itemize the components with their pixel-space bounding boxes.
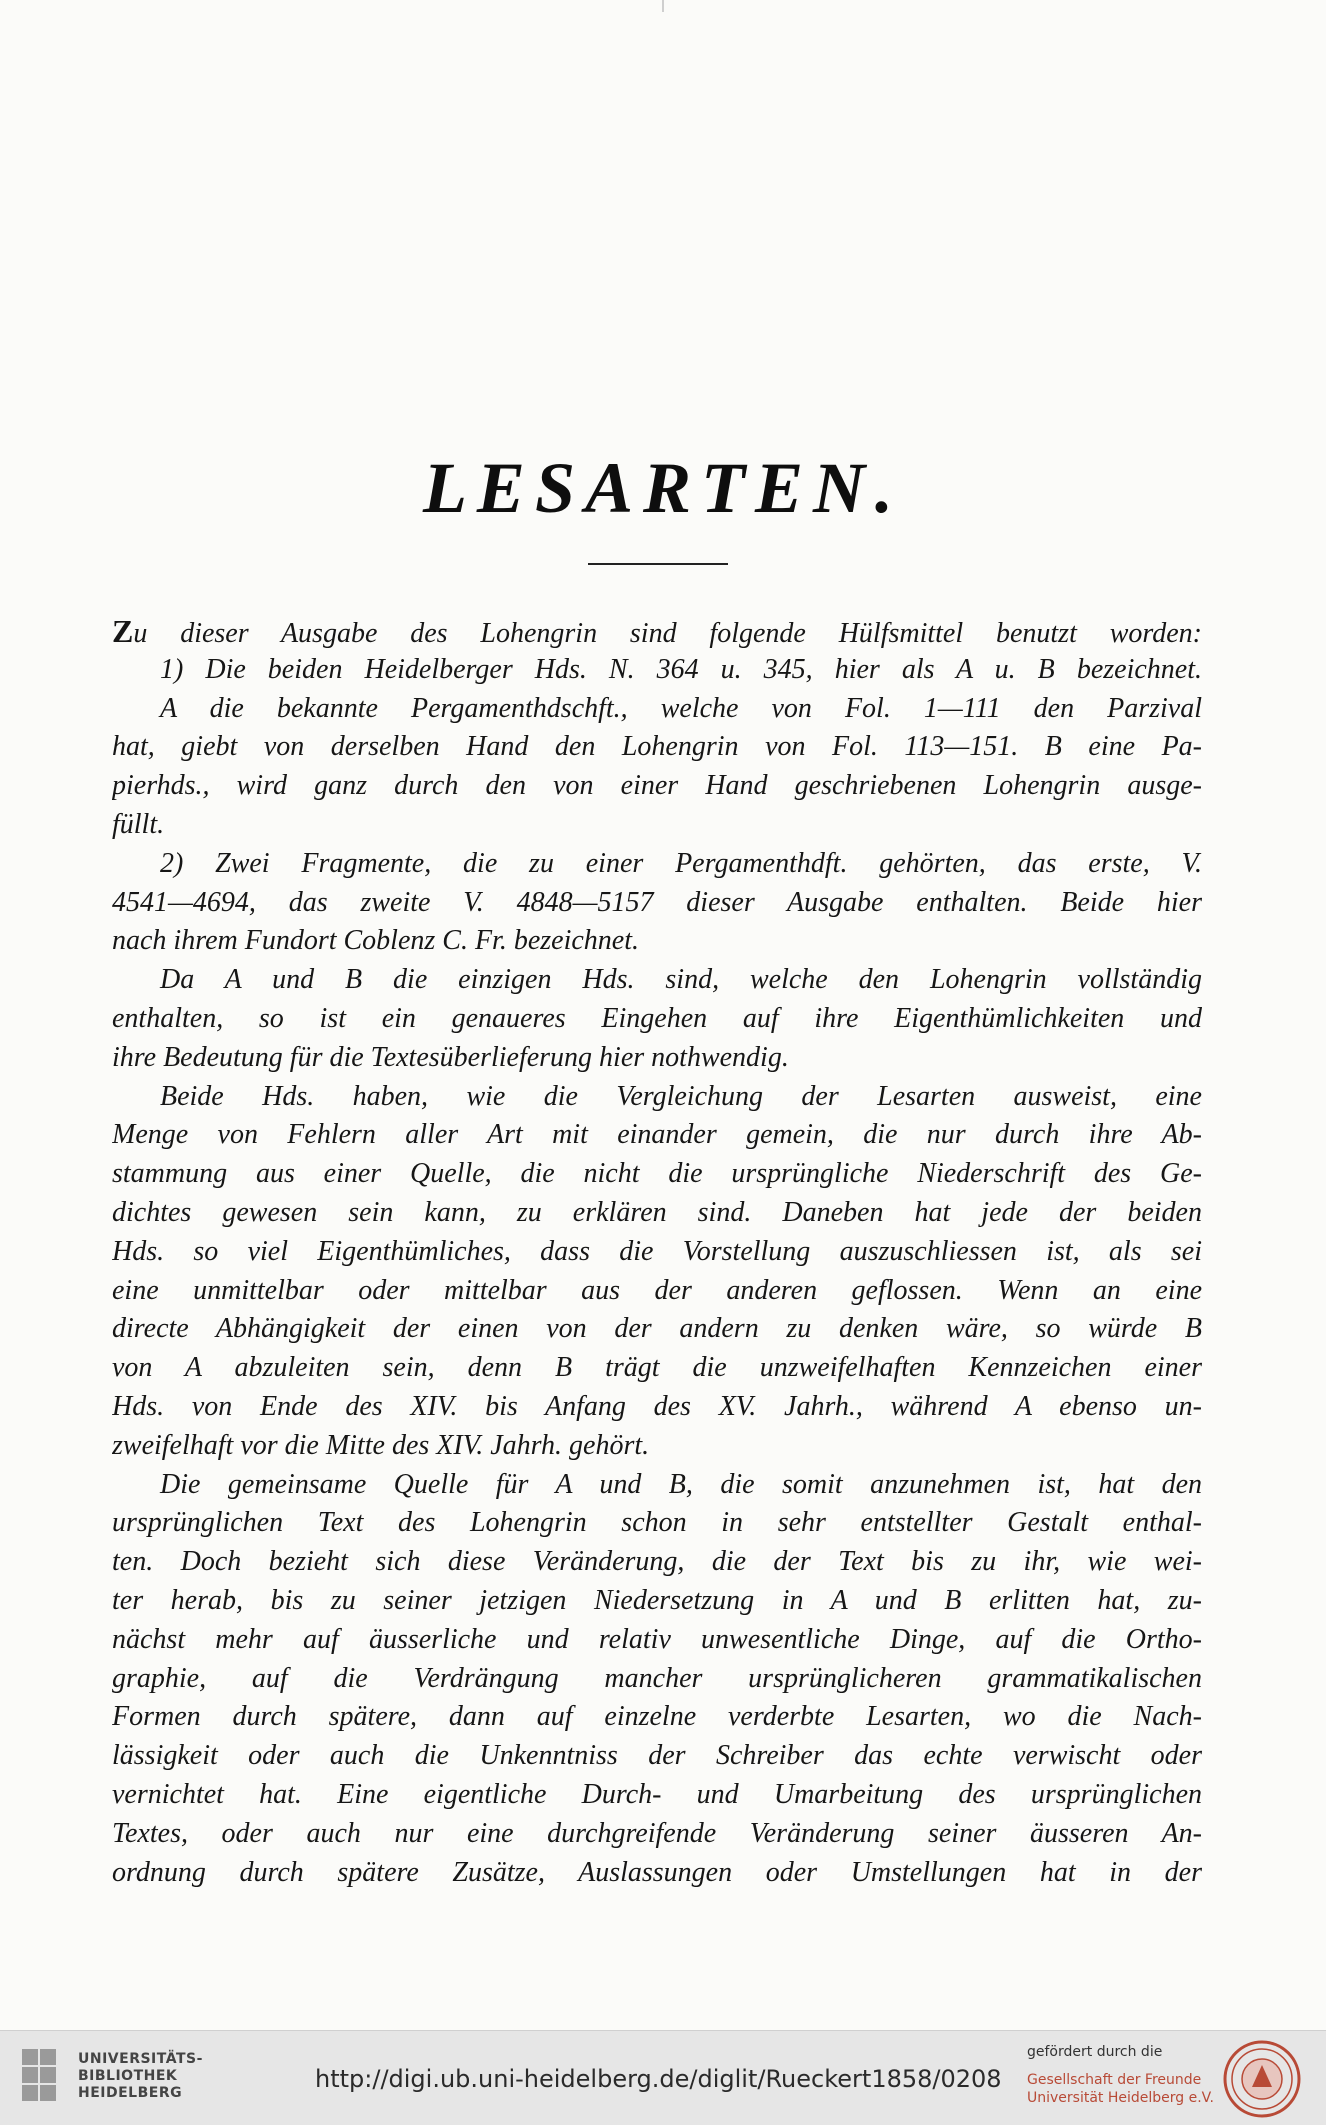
text-line [112, 1000, 1202, 1039]
page-title: LESARTEN. [422, 448, 904, 528]
text-line [112, 1698, 1202, 1737]
text-line [112, 1776, 1202, 1815]
library-name-line: BIBLIOTHEK [78, 2068, 178, 2084]
text-run: pierhds., wird ganz durch den von einer Hand geschriebenen Lohengrin ausge- [112, 770, 1202, 802]
text-run: hat, giebt von derselben Hand den Lohengrin von Fol. 113—151. B eine Pa- [112, 731, 1202, 763]
library-name[interactable] [78, 2051, 203, 2102]
text-run: 1) Die beiden Heidelberger Hds. N. 364 u. 345, hier als A u. B bezeichnet. [160, 653, 1202, 685]
text-run: graphie, auf die Verdrängung mancher ursprünglicheren grammatikalischen [112, 1662, 1202, 1694]
text-line [112, 961, 1202, 1000]
text-run: Beide Hds. haben, wie die Vergleichung der Lesarten ausweist, eine [160, 1080, 1202, 1112]
text-run: Textes, oder auch nur eine durchgreifende Veränderung seiner äusseren An- [112, 1817, 1202, 1849]
text-line [112, 845, 1202, 884]
text-run: ordnung durch spätere Zusätze, Auslassungen oder Umstellungen hat in der [112, 1856, 1202, 1888]
text-line [112, 1116, 1202, 1155]
text-line [112, 1233, 1202, 1272]
text-line [112, 1621, 1202, 1660]
sponsor-label: gefördert durch die [1027, 2044, 1163, 2060]
ub-logo-icon[interactable] [22, 2049, 64, 2107]
text-line [112, 1427, 1202, 1466]
sponsor-name-line: Gesellschaft der Freunde [1027, 2072, 1202, 2088]
text-line [112, 1815, 1202, 1854]
text-line [112, 1660, 1202, 1699]
text-run: ter herab, bis zu seiner jetzigen Niedersetzung in A und B erlitten hat, zu- [112, 1584, 1202, 1616]
text-run: Hds. so viel Eigenthümliches, dass die Vorstellung auszuschliessen ist, als sei [112, 1235, 1202, 1267]
text-run: ten. Doch bezieht sich diese Veränderung, die der Text bis zu ihr, wie wei- [112, 1546, 1202, 1578]
text-run: Formen durch spätere, dann auf einzelne verderbte Lesarten, wo die Nach- [112, 1701, 1202, 1733]
footer-bar [0, 2030, 1326, 2125]
text-run: zweifelhaft vor die Mitte des XIV. Jahrh. gehört. [112, 1429, 650, 1461]
title-rule [588, 563, 728, 565]
text-line [112, 1582, 1202, 1621]
text-run: directe Abhängigkeit der einen von der andern zu denken wäre, so würde B [112, 1313, 1202, 1345]
text-line [112, 1078, 1202, 1117]
library-name-line: UNIVERSITÄTS- [78, 2051, 203, 2067]
text-line [112, 1194, 1202, 1233]
text-run: stammung aus einer Quelle, die nicht die ursprüngliche Niederschrift des Ge- [112, 1158, 1202, 1190]
text-line [112, 1349, 1202, 1388]
text-run: ursprünglichen Text des Lohengrin schon in sehr entstellter Gestalt enthal- [112, 1507, 1202, 1539]
text-line [112, 1543, 1202, 1582]
text-run: Da A und B die einzigen Hds. sind, welche den Lohengrin vollständig [160, 964, 1202, 996]
text-line [112, 728, 1202, 767]
text-run: ihre Bedeutung für die Textesüberlieferung hier nothwendig. [112, 1041, 789, 1073]
text-run: nach ihrem Fundort Coblenz C. Fr. bezeichnet. [112, 925, 640, 957]
text-run: Menge von Fehlern aller Art mit einander gemein, die nur durch ihre Ab- [112, 1119, 1202, 1151]
text-run: nächst mehr auf äusserliche und relativ unwesentliche Dinge, auf die Ortho- [112, 1623, 1202, 1655]
library-name-line: HEIDELBERG [78, 2085, 183, 2101]
sponsor-name-line: Universität Heidelberg e.V. [1027, 2090, 1214, 2106]
text-line [112, 612, 1202, 651]
text-line [112, 767, 1202, 806]
text-run: füllt. [112, 808, 165, 840]
scan-edge [662, 0, 664, 12]
text-run: von A abzuleiten sein, denn B trägt die unzweifelhaften Kennzeichen einer [112, 1352, 1202, 1384]
permalink-url[interactable]: http://digi.ub.uni-heidelberg.de/diglit/Rueckert1858/0208 [315, 2065, 1002, 2093]
text-run: Die gemeinsame Quelle für A und B, die somit anzunehmen ist, hat den [160, 1468, 1202, 1500]
text-run: enthalten, so ist ein genaueres Eingehen auf ihre Eigenthümlichkeiten und [112, 1002, 1202, 1034]
sponsor-block[interactable] [1027, 2043, 1214, 2107]
text-line [112, 690, 1202, 729]
text-line [112, 1466, 1202, 1505]
text-line [112, 1504, 1202, 1543]
text-line [112, 1388, 1202, 1427]
drop-initial: Z [112, 613, 134, 649]
text-line [112, 1039, 1202, 1078]
text-line [112, 651, 1202, 690]
text-line [112, 806, 1202, 845]
text-run: lässigkeit oder auch die Unkenntniss der Schreiber das echte verwischt oder [112, 1740, 1202, 1772]
text-run: 2) Zwei Fragmente, die zu einer Pergamenthdft. gehörten, das erste, V. [160, 847, 1202, 879]
text-run: Hds. von Ende des XIV. bis Anfang des XV. Jahrh., während A ebenso un- [112, 1390, 1202, 1422]
text-run: eine unmittelbar oder mittelbar aus der anderen geflossen. Wenn an eine [112, 1274, 1202, 1306]
text-line [112, 1310, 1202, 1349]
text-line [112, 884, 1202, 923]
text-line [112, 1854, 1202, 1893]
text-run: dichtes gewesen sein kann, zu erklären sind. Daneben hat jede der beiden [112, 1196, 1202, 1228]
university-seal-icon[interactable] [1222, 2039, 1302, 2119]
text-run: u dieser Ausgabe des Lohengrin sind folgende Hülfsmittel benutzt worden: [133, 618, 1202, 649]
text-line [112, 1272, 1202, 1311]
text-run: A die bekannte Pergamenthdschft., welche von Fol. 1—111 den Parzival [160, 692, 1202, 724]
text-line [112, 1737, 1202, 1776]
text-run: vernichtet hat. Eine eigentliche Durch- und Umarbeitung des ursprünglichen [112, 1778, 1202, 1810]
body-text [112, 612, 1202, 1892]
text-run: 4541—4694, das zweite V. 4848—5157 dieser Ausgabe enthalten. Beide hier [112, 886, 1202, 918]
text-line [112, 922, 1202, 961]
text-line [112, 1155, 1202, 1194]
